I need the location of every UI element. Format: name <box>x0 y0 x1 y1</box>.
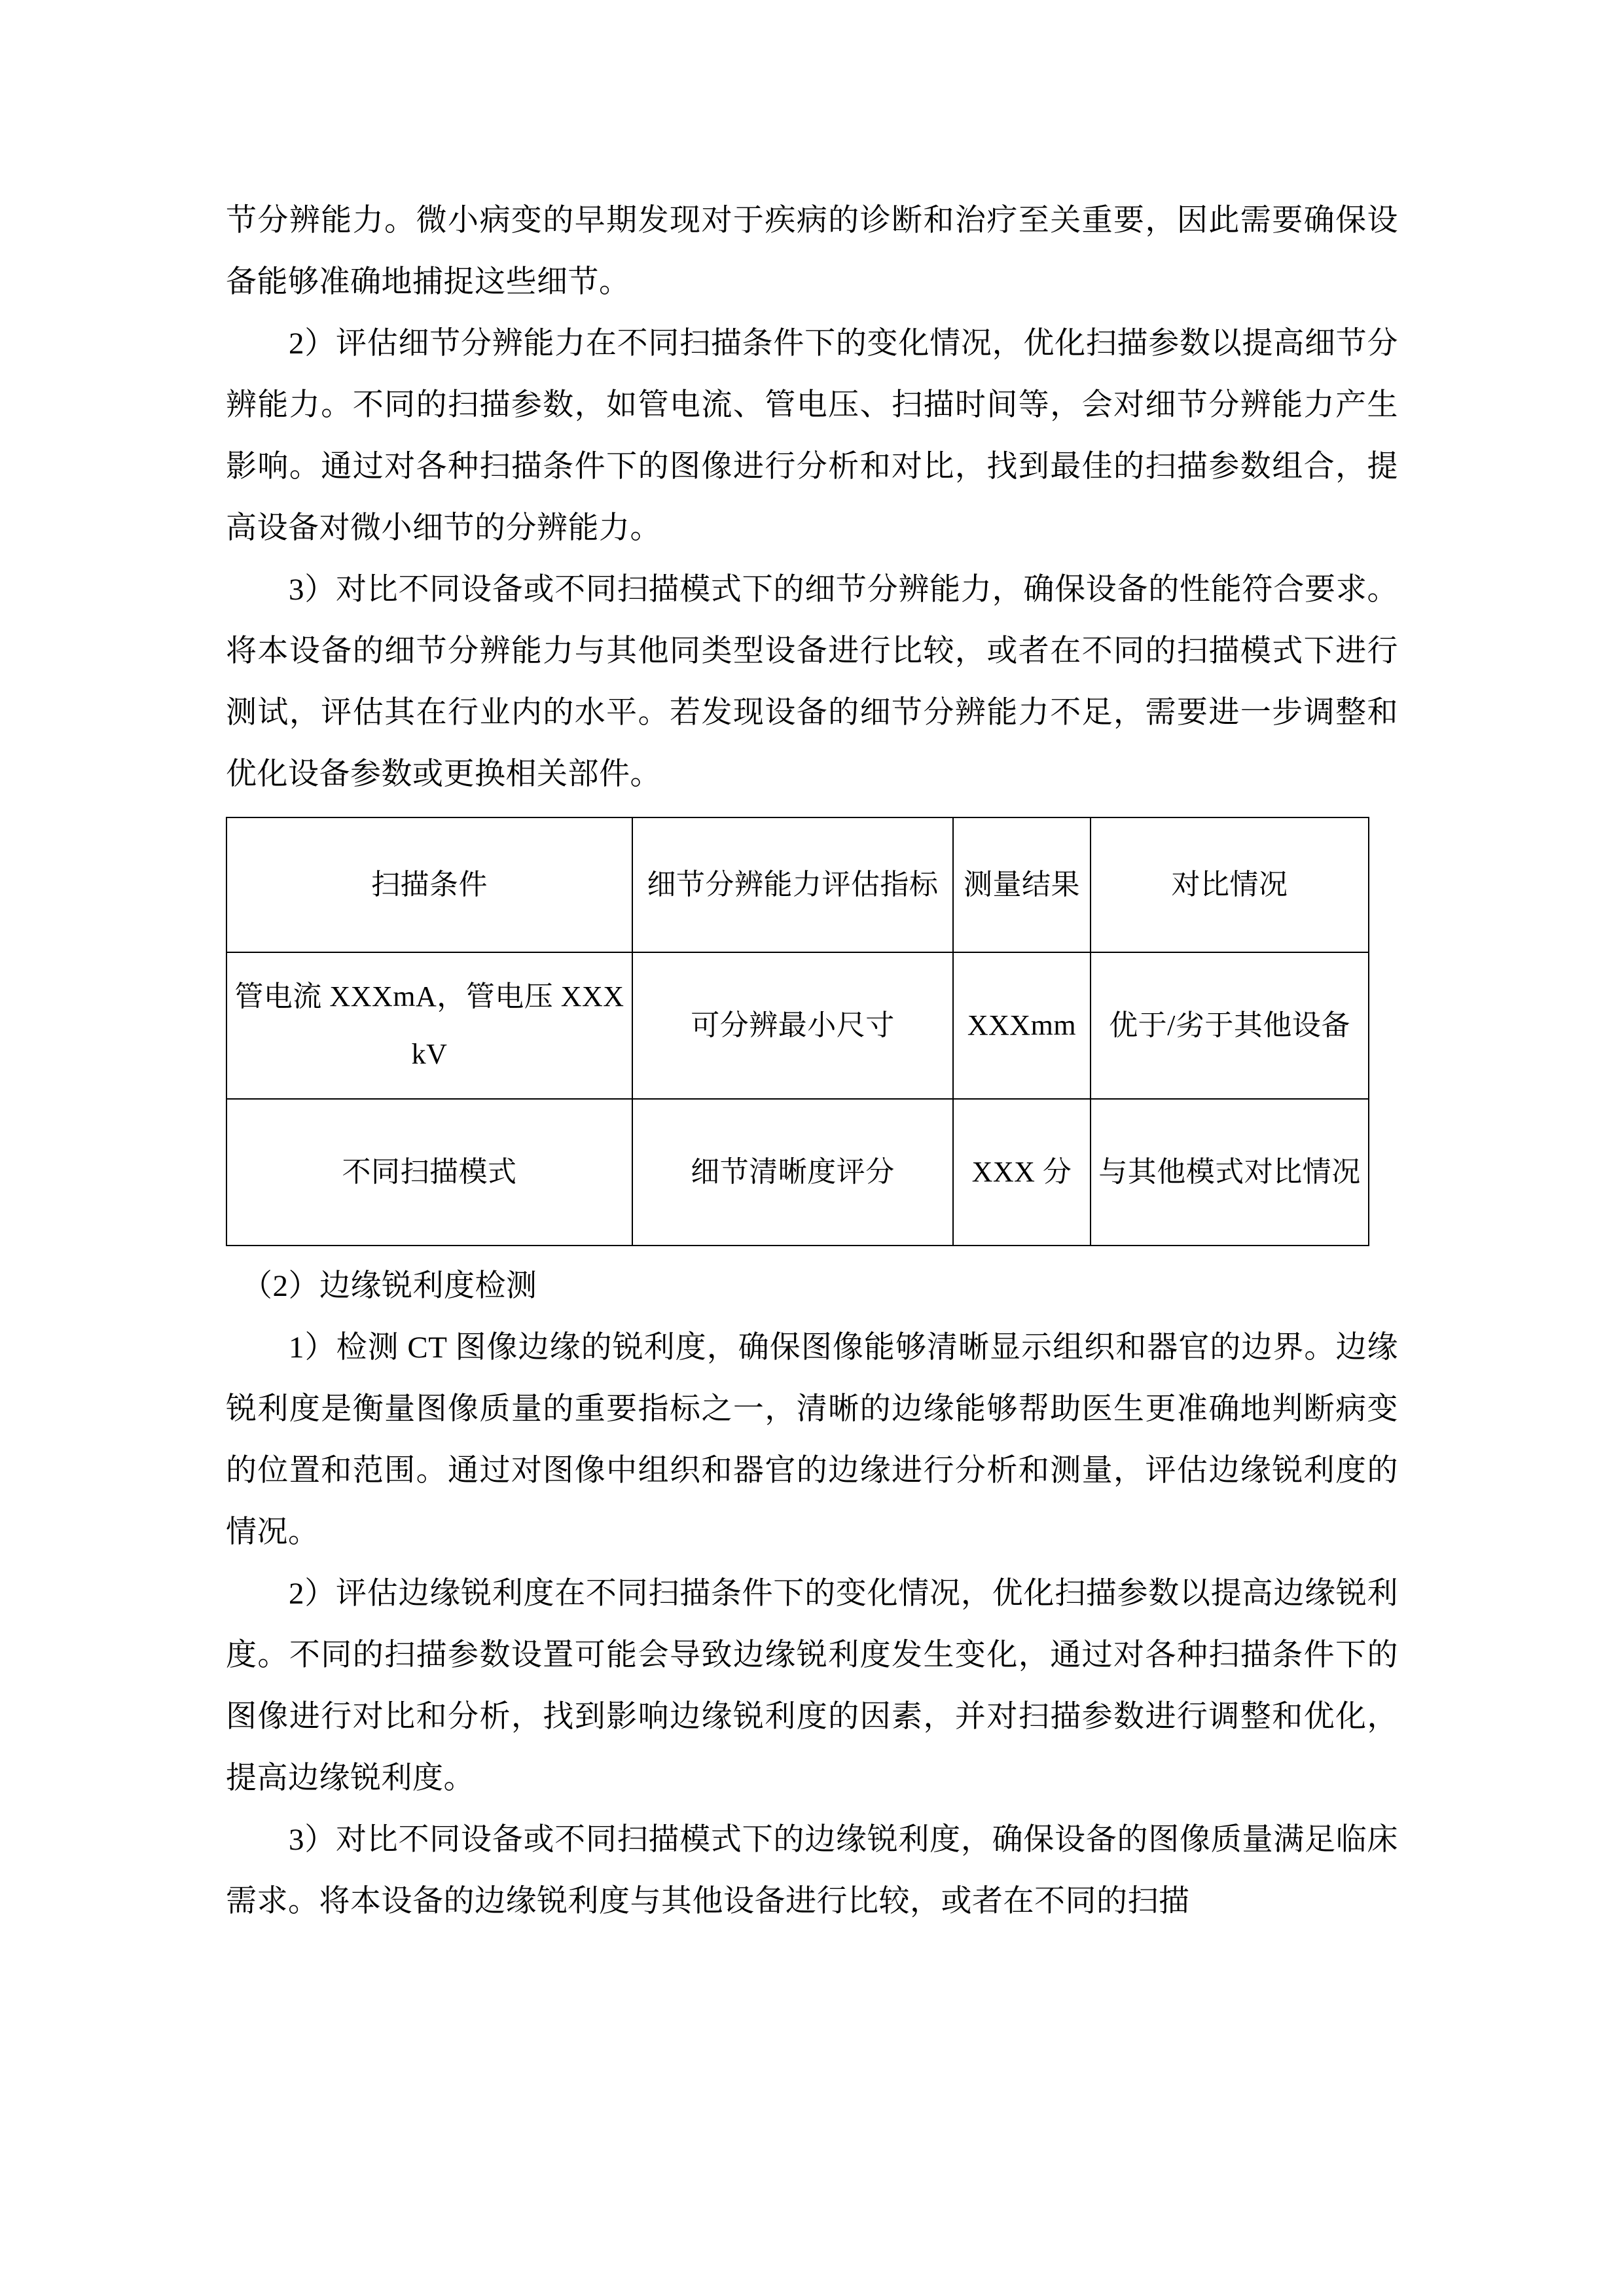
section-heading-edge-sharpness: （2）边缘锐利度检测 <box>242 1269 537 1303</box>
document-body <box>226 190 1398 1932</box>
cell-metric: 可分辨最小尺寸 <box>632 952 953 1099</box>
cell-result: XXXmm <box>953 952 1091 1099</box>
paragraph-detail-resolution-2: 2）评估细节分辨能力在不同扫描条件下的变化情况，优化扫描参数以提高细节分辨能力。不同的扫描参数，如管电流、管电压、扫描时间等，会对细节分辨能力产生影响。通过对各种扫描条件下的图像进行分析和对比，找到最佳的扫描参数组合，提高设备对微小细节的分辨能力。 <box>226 327 1398 545</box>
detail-resolution-table <box>226 817 1369 1246</box>
cell-comparison: 与其他模式对比情况 <box>1091 1099 1369 1246</box>
table-header-comparison: 对比情况 <box>1091 817 1369 952</box>
table-header-scan-condition: 扫描条件 <box>226 817 632 952</box>
cell-result: XXX 分 <box>953 1099 1091 1246</box>
paragraph-detail-resolution-3: 3）对比不同设备或不同扫描模式下的细节分辨能力，确保设备的性能符合要求。将本设备的细节分辨能力与其他同类型设备进行比较，或者在不同的扫描模式下进行测试，评估其在行业内的水平。若发现设备的细节分辨能力不足，需要进一步调整和优化设备参数或更换相关部件。 <box>226 573 1398 791</box>
paragraph-edge-sharpness-3: 3）对比不同设备或不同扫描模式下的边缘锐利度，确保设备的图像质量满足临床需求。将本设备的边缘锐利度与其他设备进行比较，或者在不同的扫描 <box>226 1823 1398 1918</box>
table-header-row <box>226 817 1369 952</box>
table-row <box>226 952 1369 1099</box>
cell-metric: 细节清晰度评分 <box>632 1099 953 1246</box>
paragraph-continued: 节分辨能力。微小病变的早期发现对于疾病的诊断和治疗至关重要，因此需要确保设备能够准确地捕捉这些细节。 <box>226 204 1398 299</box>
table-row <box>226 1099 1369 1246</box>
cell-comparison: 优于/劣于其他设备 <box>1091 952 1369 1099</box>
table-header-result: 测量结果 <box>953 817 1091 952</box>
detail-resolution-table-wrapper <box>226 817 1398 1246</box>
paragraph-edge-sharpness-2: 2）评估边缘锐利度在不同扫描条件下的变化情况，优化扫描参数以提高边缘锐利度。不同的扫描参数设置可能会导致边缘锐利度发生变化，通过对各种扫描条件下的图像进行对比和分析，找到影响边缘锐利度的因素，并对扫描参数进行调整和优化，提高边缘锐利度。 <box>226 1577 1398 1795</box>
table-header-metric: 细节分辨能力评估指标 <box>632 817 953 952</box>
paragraph-edge-sharpness-1: 1）检测 CT 图像边缘的锐利度，确保图像能够清晰显示组织和器官的边界。边缘锐利度是衡量图像质量的重要指标之一，清晰的边缘能够帮助医生更准确地判断病变的位置和范围。通过对图像中组织和器官的边缘进行分析和测量，评估边缘锐利度的情况。 <box>226 1331 1398 1549</box>
cell-scan-condition: 管电流 XXXmA，管电压 XXXkV <box>226 952 632 1099</box>
cell-scan-condition: 不同扫描模式 <box>226 1099 632 1246</box>
